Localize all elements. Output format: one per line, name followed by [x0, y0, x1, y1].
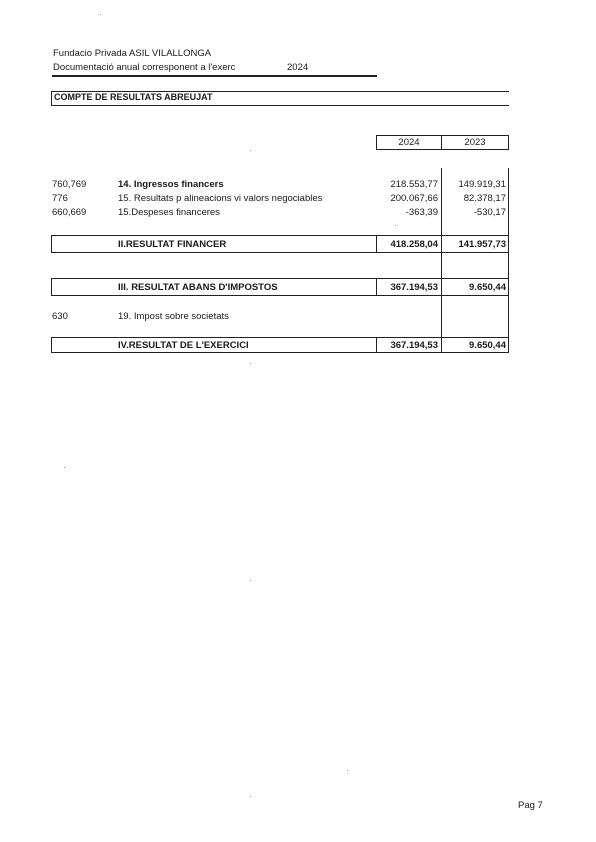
- organization-name: Fundacio Privada ASIL VILALLONGA: [53, 48, 212, 59]
- row-label: 19. Impost sobre societats: [118, 311, 229, 322]
- value-2024: -363,39: [405, 207, 438, 218]
- document-subtitle: Documentació anual corresponent a l'exerc: [53, 62, 236, 73]
- value-2023: -530,17: [473, 207, 506, 218]
- header-underline: [52, 75, 377, 77]
- result-financer-2024: 418.258,04: [390, 239, 438, 250]
- value-2024: 200.067,66: [390, 193, 438, 204]
- result-abans-2024: 367.194,53: [390, 282, 438, 293]
- row-label: 15.Despeses financeres: [118, 207, 220, 218]
- account-code: 760,769: [52, 179, 87, 190]
- scan-speck: [250, 580, 251, 581]
- result-exercici-2024: 367.194,53: [390, 340, 438, 351]
- account-code: 660,669: [52, 207, 87, 218]
- scan-speck: [395, 225, 396, 226]
- value-2024: 218.553,77: [390, 179, 438, 190]
- value-2023: 149.919,31: [458, 179, 506, 190]
- scan-speck: [250, 363, 251, 364]
- scan-speck: [347, 770, 348, 771]
- account-code: 776: [52, 193, 68, 204]
- scan-speck: [64, 467, 65, 468]
- row-label: 15. Resultats p alineacions vi valors negociables: [118, 193, 323, 204]
- result-exercici-2023: 9.650,44: [469, 340, 506, 351]
- result-abans-label: III. RESULTAT ABANS D'IMPOSTOS: [118, 282, 278, 293]
- row-label: 14. Ingressos financers: [118, 179, 224, 190]
- result-exercici-label: IV.RESULTAT DE L'EXERCICI: [118, 340, 249, 351]
- value-2023: 82.378,17: [463, 193, 506, 204]
- scan-speck: [250, 150, 251, 151]
- result-financer-2023: 141.957,73: [458, 239, 506, 250]
- account-code: 630: [52, 311, 68, 322]
- section-title: COMPTE DE RESULTATS ABREUJAT: [54, 92, 213, 102]
- scan-speck: [250, 796, 251, 797]
- column-header-2024: 2024: [376, 135, 442, 150]
- column-divider: [508, 168, 509, 353]
- column-header-2023: 2023: [441, 135, 509, 150]
- page-number: Pag 7: [518, 800, 543, 811]
- result-financer-label: II.RESULTAT FINANCER: [118, 239, 227, 250]
- result-abans-2023: 9.650,44: [469, 282, 506, 293]
- scan-speck: [100, 14, 101, 15]
- document-year: 2024: [287, 62, 309, 73]
